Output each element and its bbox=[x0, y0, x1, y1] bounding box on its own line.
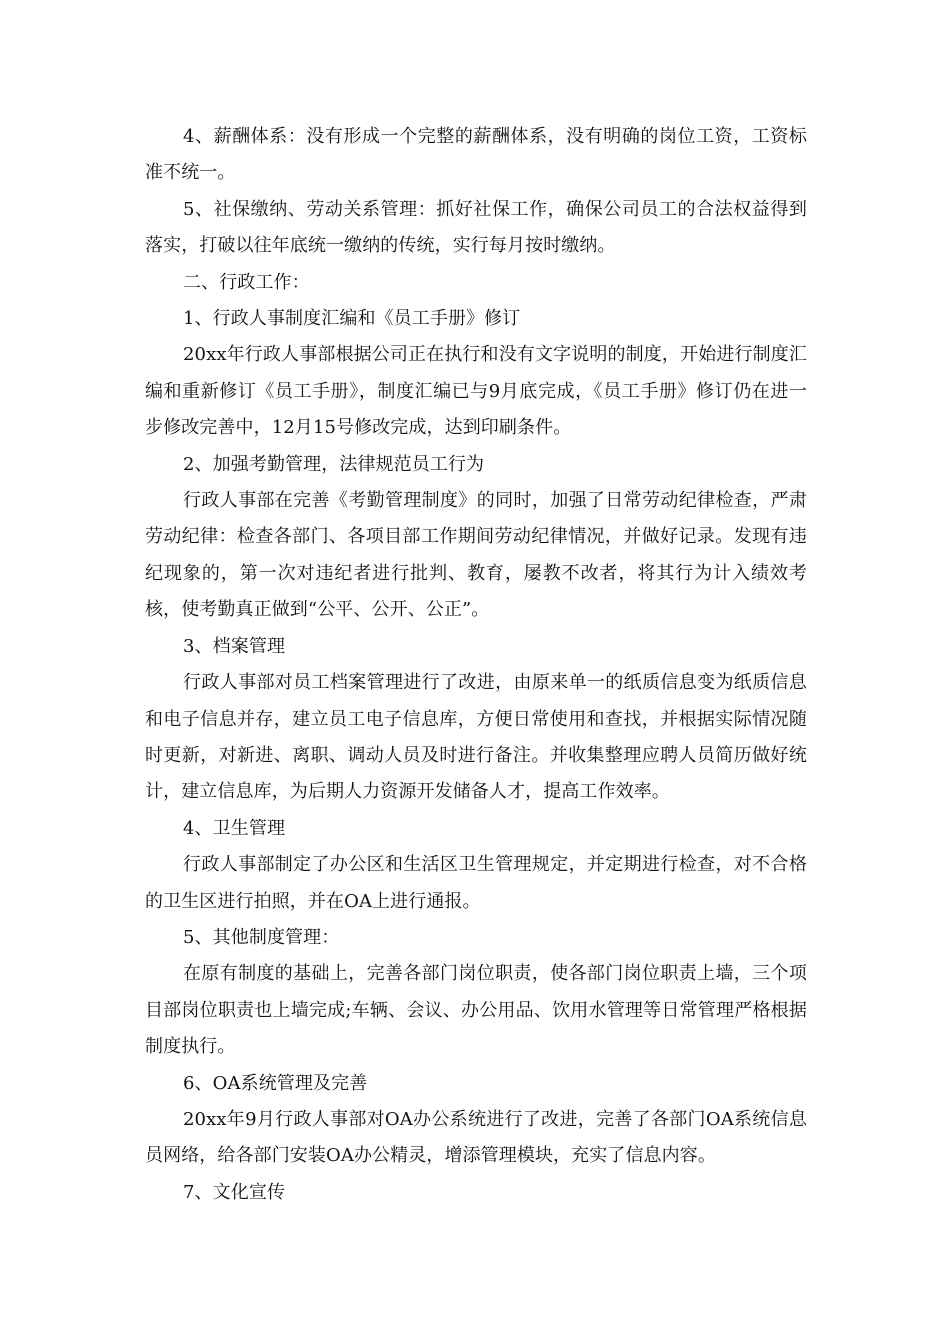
paragraph-archives: 行政人事部对员工档案管理进行了改进，由原来单一的纸质信息变为纸质信息和电子信息并存，建立员工电子信息库，方便日常使用和查找，并根据实际情况随时更新，对新进、离职、调动人员及时进行备注。并收集整理应聘人员简历做好统计，建立信息库，为后期人力资源开发储备人才，提高工作效率。 bbox=[145, 672, 807, 803]
paragraph-salary-system: 4、薪酬体系：没有形成一个完整的薪酬体系，没有明确的岗位工资，工资标准不统一。 bbox=[145, 126, 807, 184]
paragraph-social-security: 5、社保缴纳、劳动关系管理：抓好社保工作，确保公司员工的合法权益得到落实，打破以往年底统一缴纳的传统，实行每月按时缴纳。 bbox=[145, 198, 807, 257]
subheading-other-rules: 5、其他制度管理： bbox=[183, 926, 340, 948]
subheading-culture: 7、文化宣传 bbox=[183, 1181, 286, 1203]
subheading-oa-system: 6、OA系统管理及完善 bbox=[183, 1072, 368, 1094]
paragraph-other-rules: 在原有制度的基础上，完善各部门岗位职责，使各部门岗位职责上墙，三个项目部岗位职责也上墙完成;车辆、会议、办公用品、饮用水管理等日常管理严格根据制度执行。 bbox=[145, 963, 807, 1058]
section-heading-admin-work: 二、行政工作： bbox=[183, 271, 310, 293]
subheading-hygiene: 4、卫生管理 bbox=[183, 817, 286, 839]
subheading-handbook-revision: 1、行政人事制度汇编和《员工手册》修订 bbox=[183, 308, 521, 330]
document-body bbox=[145, 119, 807, 1211]
paragraph-hygiene: 行政人事部制定了办公区和生活区卫生管理规定，并定期进行检查，对不合格的卫生区进行拍照，并在OA上进行通报。 bbox=[145, 854, 807, 912]
subheading-archives: 3、档案管理 bbox=[183, 635, 286, 657]
subheading-attendance: 2、加强考勤管理，法律规范员工行为 bbox=[183, 453, 485, 475]
paragraph-oa-system: 20xx年9月行政人事部对OA办公系统进行了改进，完善了各部门OA系统信息员网络，给各部门安装OA办公精灵，增添管理模块，充实了信息内容。 bbox=[145, 1108, 807, 1167]
paragraph-attendance: 行政人事部在完善《考勤管理制度》的同时，加强了日常劳动纪律检查，严肃劳动纪律：检查各部门、各项目部工作期间劳动纪律情况，并做好记录。发现有违纪现象的，第一次对违纪者进行批判、教育，屡教不改者，将其行为计入绩效考核，使考勤真正做到“公平、公开、公正”。 bbox=[145, 490, 807, 621]
paragraph-handbook-revision: 20xx年行政人事部根据公司正在执行和没有文字说明的制度，开始进行制度汇编和重新修订《员工手册》，制度汇编已与9月底完成，《员工手册》修订仍在进一步修改完善中，12月15号修改完成，达到印刷条件。 bbox=[145, 344, 807, 439]
